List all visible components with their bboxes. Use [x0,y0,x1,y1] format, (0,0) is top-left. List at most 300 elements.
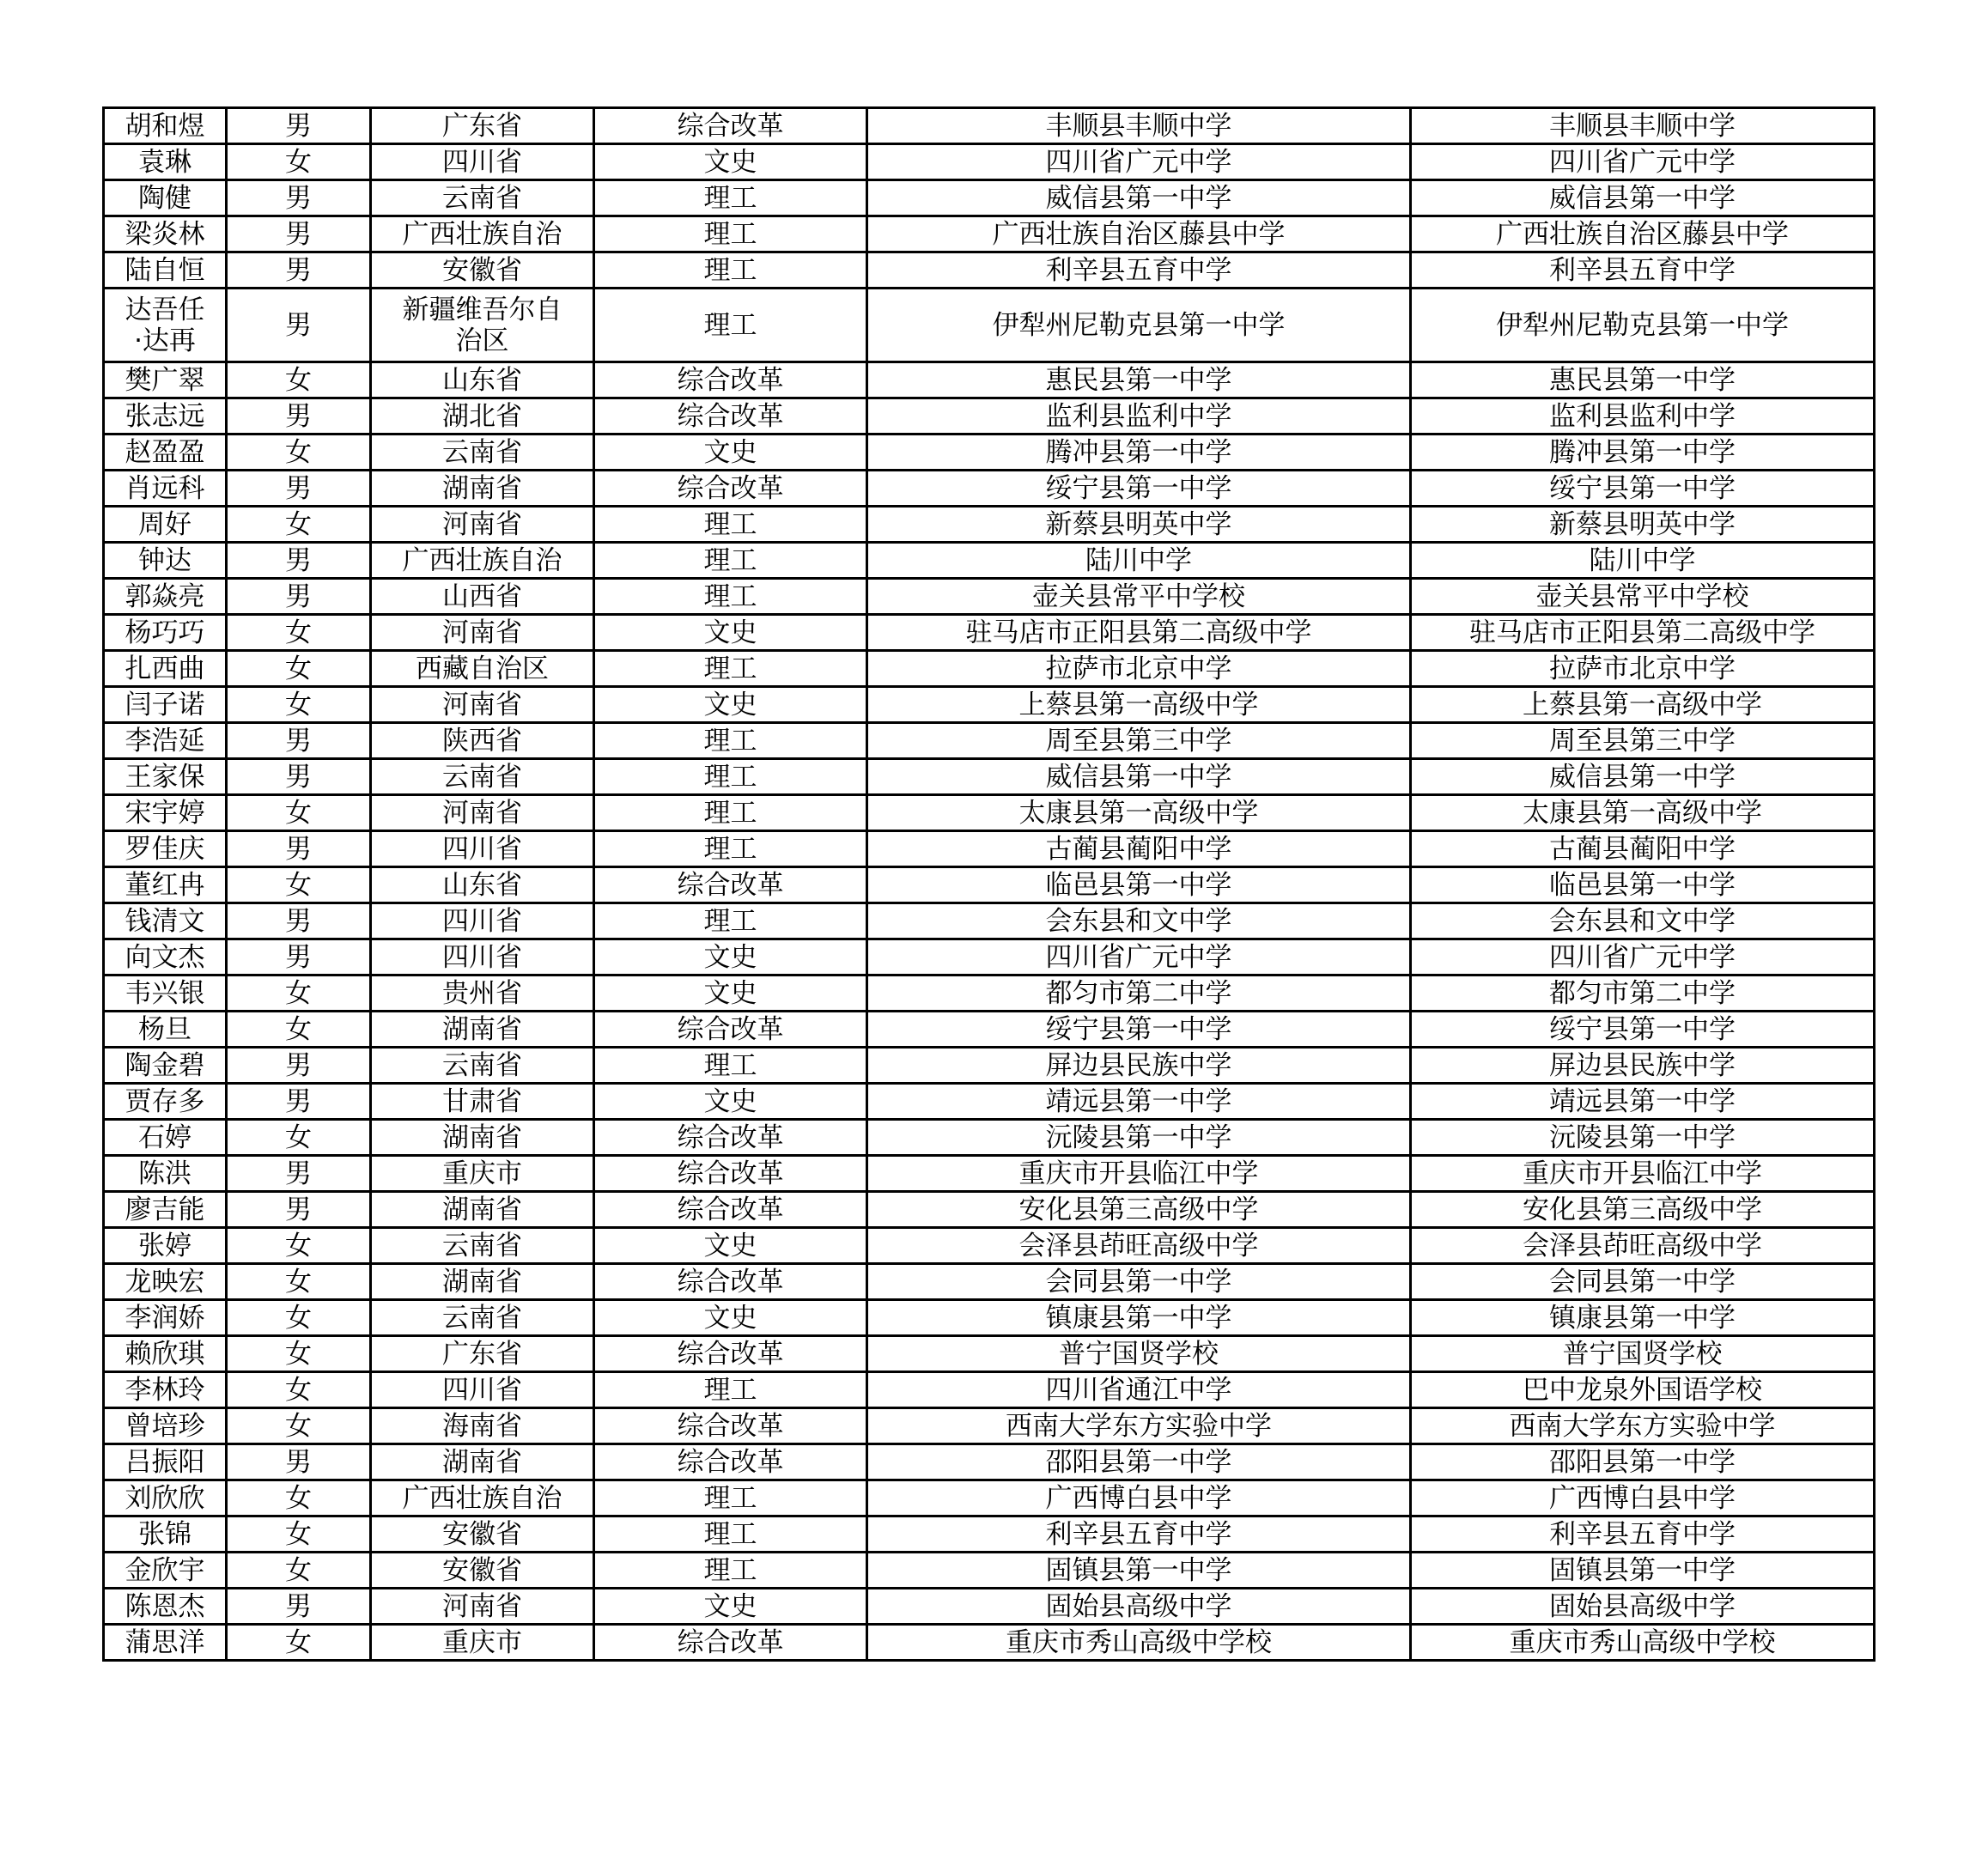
cell-text: 安化县第三高级中学 [1523,1194,1762,1225]
student-table [102,106,1876,1662]
cell-text: 蒲思洋 [125,1626,205,1658]
school-cell-2 [1411,507,1875,543]
cell-text: 太康县第一高级中学 [1018,797,1259,829]
name-cell [104,1084,227,1120]
cell-text: 男 [285,761,312,793]
school-cell [867,759,1411,795]
cell-text: 综合改革 [677,1626,784,1658]
table-row [104,1480,1875,1516]
cell-text: 女 [285,1410,312,1442]
school-cell-2 [1411,1589,1875,1625]
name-cell [104,1156,227,1192]
name-cell [104,579,227,615]
province-cell [371,398,594,435]
cell-text: 新蔡县明英中学 [1549,508,1736,540]
category-cell [594,471,867,507]
province-cell [371,471,594,507]
school-cell [867,1408,1411,1444]
cell-text: 女 [285,364,312,396]
cell-text: 张锦 [138,1518,192,1550]
province-cell [371,687,594,723]
table-row [104,435,1875,471]
cell-text: 陈洪 [138,1158,192,1189]
table-row [104,543,1875,579]
cell-text: 综合改革 [677,400,784,432]
cell-text: 威信县第一中学 [1549,182,1736,214]
cell-text: 四川省通江中学 [1045,1374,1232,1406]
cell-text: 重庆市 [442,1158,522,1189]
cell-text: 临邑县第一中学 [1045,869,1232,901]
table-row [104,651,1875,687]
cell-text: 肖远科 [125,472,205,504]
cell-text: 王家保 [125,761,205,793]
table-row [104,795,1875,831]
table-row [104,1372,1875,1408]
school-cell [867,507,1411,543]
gender-cell [227,1516,371,1553]
table-row [104,216,1875,252]
cell-text: 袁琳 [138,146,192,178]
cell-text: 壶关县常平中学校 [1032,580,1245,612]
province-cell [371,1264,594,1300]
category-cell [594,903,867,939]
cell-text: 赵盈盈 [125,436,205,468]
cell-text: 会同县第一中学 [1045,1266,1232,1298]
cell-text: 四川省广元中学 [1549,146,1736,178]
table-row [104,759,1875,795]
cell-text: 男 [285,833,312,865]
cell-text: 文史 [703,617,757,648]
cell-text: 男 [285,941,312,973]
cell-text: 巴中龙泉外国语学校 [1523,1374,1762,1406]
cell-text: 理工 [703,833,757,865]
cell-text: 女 [285,1013,312,1045]
school-cell [867,1120,1411,1156]
cell-text: 郭焱亮 [125,580,205,612]
cell-text: 威信县第一中学 [1045,182,1232,214]
province-cell [371,1084,594,1120]
name-cell [104,976,227,1012]
cell-text: 利辛县五育中学 [1045,254,1232,286]
category-cell [594,1228,867,1264]
table-row [104,1553,1875,1589]
cell-text: 理工 [703,725,757,757]
category-cell [594,651,867,687]
cell-text: 上蔡县第一高级中学 [1018,689,1259,720]
cell-text: 文史 [703,977,757,1009]
school-cell-2 [1411,252,1875,289]
cell-text: 女 [285,1266,312,1298]
cell-text: 男 [285,472,312,504]
cell-text: 理工 [703,580,757,612]
cell-text: 董红冉 [125,869,205,901]
cell-text: 山东省 [442,364,522,396]
category-cell [594,1336,867,1372]
cell-text: ·达再 [134,325,196,356]
cell-text: 韦兴银 [125,977,205,1009]
school-cell-2 [1411,216,1875,252]
gender-cell [227,1336,371,1372]
school-cell-2 [1411,759,1875,795]
category-cell [594,435,867,471]
cell-text: 广西博白县中学 [1045,1482,1232,1514]
name-cell [104,108,227,144]
category-cell [594,687,867,723]
school-cell [867,471,1411,507]
cell-text: 镇康县第一中学 [1549,1302,1736,1334]
gender-cell [227,1553,371,1589]
table-row [104,1408,1875,1444]
gender-cell [227,1192,371,1228]
name-cell [104,651,227,687]
school-cell-2 [1411,1516,1875,1553]
cell-text: 重庆市开县临江中学 [1523,1158,1762,1189]
category-cell [594,1444,867,1480]
school-cell-2 [1411,976,1875,1012]
school-cell [867,795,1411,831]
school-cell-2 [1411,1084,1875,1120]
cell-text: 会同县第一中学 [1549,1266,1736,1298]
table-row [104,144,1875,180]
category-cell [594,795,867,831]
cell-text: 会东县和文中学 [1045,905,1232,937]
school-cell [867,435,1411,471]
cell-text: 理工 [703,309,757,341]
school-cell-2 [1411,1228,1875,1264]
name-cell [104,1589,227,1625]
cell-text: 钱清文 [125,905,205,937]
name-cell [104,759,227,795]
category-cell [594,1012,867,1048]
cell-text: 监利县监利中学 [1045,400,1232,432]
school-cell [867,651,1411,687]
cell-text: 女 [285,1482,312,1514]
cell-text: 湖南省 [442,1266,522,1298]
school-cell-2 [1411,579,1875,615]
name-cell [104,1048,227,1084]
cell-text: 西南大学东方实验中学 [1006,1410,1272,1442]
cell-text: 女 [285,1374,312,1406]
cell-text: 男 [285,1085,312,1117]
school-cell [867,1300,1411,1336]
name-cell [104,1625,227,1661]
school-cell-2 [1411,180,1875,216]
table-row [104,903,1875,939]
cell-text: 理工 [703,218,757,250]
gender-cell [227,1156,371,1192]
school-cell [867,579,1411,615]
school-cell [867,1156,1411,1192]
cell-text: 陆川中学 [1085,544,1192,576]
gender-cell [227,1048,371,1084]
cell-text: 沅陵县第一中学 [1549,1121,1736,1153]
cell-text: 扎西曲 [125,653,205,684]
table-row [104,1336,1875,1372]
gender-cell [227,435,371,471]
province-cell [371,867,594,903]
province-cell [371,1553,594,1589]
cell-text: 综合改革 [677,1013,784,1045]
cell-text: 女 [285,977,312,1009]
school-cell-2 [1411,903,1875,939]
cell-text: 威信县第一中学 [1045,761,1232,793]
province-cell [371,1300,594,1336]
cell-text: 女 [285,1302,312,1334]
gender-cell [227,471,371,507]
school-cell [867,1264,1411,1300]
cell-text: 普宁国贤学校 [1562,1338,1723,1370]
cell-text: 河南省 [442,1590,522,1622]
cell-text: 吕振阳 [125,1446,205,1478]
cell-text: 女 [285,508,312,540]
table-row [104,976,1875,1012]
school-cell [867,1480,1411,1516]
cell-text: 理工 [703,508,757,540]
cell-text: 广西壮族自治 [402,544,562,576]
cell-text: 男 [285,1049,312,1081]
cell-text: 杨巧巧 [125,617,205,648]
gender-cell [227,1480,371,1516]
school-cell [867,1336,1411,1372]
cell-text: 女 [285,1338,312,1370]
table-row [104,507,1875,543]
school-cell-2 [1411,1372,1875,1408]
gender-cell [227,1120,371,1156]
cell-text: 综合改革 [677,472,784,504]
name-cell [104,831,227,867]
province-cell [371,1372,594,1408]
category-cell [594,180,867,216]
school-cell [867,252,1411,289]
category-cell [594,867,867,903]
province-cell [371,1156,594,1192]
cell-text: 女 [285,1230,312,1261]
school-cell-2 [1411,289,1875,362]
category-cell [594,1625,867,1661]
cell-text: 周至县第三中学 [1045,725,1232,757]
cell-text: 理工 [703,1554,757,1586]
name-cell [104,1480,227,1516]
cell-text: 张婷 [138,1230,192,1261]
cell-text: 理工 [703,761,757,793]
cell-text: 广西壮族自治区藤县中学 [1496,218,1789,250]
cell-text: 绥宁县第一中学 [1045,472,1232,504]
gender-cell [227,1408,371,1444]
cell-text: 广西博白县中学 [1549,1482,1736,1514]
category-cell [594,252,867,289]
cell-text: 河南省 [442,617,522,648]
school-cell [867,1084,1411,1120]
school-cell-2 [1411,398,1875,435]
cell-text: 曾培珍 [125,1410,205,1442]
cell-text: 李浩延 [125,725,205,757]
gender-cell [227,1589,371,1625]
cell-text: 云南省 [442,1302,522,1334]
cell-text: 湖南省 [442,1121,522,1153]
cell-text: 陕西省 [442,725,522,757]
table-row [104,1625,1875,1661]
cell-text: 湖南省 [442,1013,522,1045]
cell-text: 宋宇婷 [125,797,205,829]
cell-text: 广东省 [442,1338,522,1370]
cell-text: 男 [285,1446,312,1478]
gender-cell [227,362,371,398]
school-cell [867,216,1411,252]
cell-text: 樊广翠 [125,364,205,396]
gender-cell [227,289,371,362]
cell-text: 西藏自治区 [416,653,549,684]
province-cell [371,507,594,543]
gender-cell [227,180,371,216]
cell-text: 女 [285,1626,312,1658]
cell-text: 屏边县民族中学 [1549,1049,1736,1081]
school-cell [867,362,1411,398]
cell-text: 陶金碧 [125,1049,205,1081]
cell-text: 广西壮族自治 [402,1482,562,1514]
cell-text: 贵州省 [442,977,522,1009]
cell-text: 靖远县第一中学 [1549,1085,1736,1117]
cell-text: 闫子诺 [125,689,205,720]
school-cell-2 [1411,867,1875,903]
cell-text: 固始县高级中学 [1045,1590,1232,1622]
cell-text: 固镇县第一中学 [1045,1554,1232,1586]
school-cell-2 [1411,1300,1875,1336]
school-cell-2 [1411,1408,1875,1444]
cell-text: 古蔺县蔺阳中学 [1549,833,1736,865]
table-row [104,939,1875,976]
name-cell [104,1228,227,1264]
cell-text: 河南省 [442,797,522,829]
cell-text: 伊犁州尼勒克县第一中学 [992,309,1286,341]
school-cell-2 [1411,435,1875,471]
cell-text: 利辛县五育中学 [1549,1518,1736,1550]
province-cell [371,362,594,398]
school-cell-2 [1411,795,1875,831]
category-cell [594,1589,867,1625]
province-cell [371,795,594,831]
category-cell [594,543,867,579]
cell-text: 靖远县第一中学 [1045,1085,1232,1117]
cell-text: 屏边县民族中学 [1045,1049,1232,1081]
gender-cell [227,795,371,831]
cell-text: 腾冲县第一中学 [1549,436,1736,468]
cell-text: 重庆市秀山高级中学校 [1006,1626,1272,1658]
cell-text: 文史 [703,1302,757,1334]
cell-text: 海南省 [442,1410,522,1442]
cell-text: 理工 [703,1374,757,1406]
province-cell [371,1589,594,1625]
cell-text: 男 [285,400,312,432]
province-cell [371,1408,594,1444]
cell-text: 女 [285,1518,312,1550]
name-cell [104,1012,227,1048]
cell-text: 邵阳县第一中学 [1549,1446,1736,1478]
cell-text: 镇康县第一中学 [1045,1302,1232,1334]
gender-cell [227,687,371,723]
cell-text: 腾冲县第一中学 [1045,436,1232,468]
gender-cell [227,579,371,615]
cell-text: 贾存多 [125,1085,205,1117]
cell-text: 女 [285,1554,312,1586]
cell-text: 惠民县第一中学 [1045,364,1232,396]
cell-text: 河南省 [442,689,522,720]
name-cell [104,398,227,435]
name-cell [104,1516,227,1553]
cell-text: 新疆维吾尔自 [402,294,562,325]
cell-text: 绥宁县第一中学 [1549,1013,1736,1045]
school-cell [867,289,1411,362]
gender-cell [227,507,371,543]
cell-text: 上蔡县第一高级中学 [1523,689,1762,720]
cell-text: 固镇县第一中学 [1549,1554,1736,1586]
gender-cell [227,398,371,435]
province-cell [371,252,594,289]
province-cell [371,1228,594,1264]
cell-text: 湖北省 [442,400,522,432]
cell-text: 重庆市 [442,1626,522,1658]
province-cell [371,180,594,216]
province-cell [371,108,594,144]
table-row [104,579,1875,615]
cell-text: 甘肃省 [442,1085,522,1117]
name-cell [104,1336,227,1372]
category-cell [594,723,867,759]
school-cell [867,1048,1411,1084]
name-cell [104,1264,227,1300]
name-cell [104,723,227,759]
cell-text: 文史 [703,941,757,973]
name-cell [104,252,227,289]
cell-text: 综合改革 [677,1194,784,1225]
name-cell [104,1408,227,1444]
school-cell [867,543,1411,579]
cell-text: 理工 [703,544,757,576]
cell-text: 四川省 [442,146,522,178]
cell-text: 山东省 [442,869,522,901]
name-cell [104,1192,227,1228]
category-cell [594,831,867,867]
school-cell [867,1553,1411,1589]
cell-text: 向文杰 [125,941,205,973]
cell-text: 四川省 [442,833,522,865]
cell-text: 男 [285,254,312,286]
school-cell-2 [1411,144,1875,180]
name-cell [104,1372,227,1408]
cell-text: 云南省 [442,182,522,214]
cell-text: 沅陵县第一中学 [1045,1121,1232,1153]
category-cell [594,1120,867,1156]
school-cell [867,1012,1411,1048]
school-cell-2 [1411,1625,1875,1661]
cell-text: 陆川中学 [1589,544,1696,576]
school-cell-2 [1411,1192,1875,1228]
school-cell [867,1372,1411,1408]
school-cell-2 [1411,543,1875,579]
cell-text: 山西省 [442,580,522,612]
school-cell [867,1516,1411,1553]
cell-text: 石婷 [138,1121,192,1153]
cell-text: 安徽省 [442,254,522,286]
cell-text: 理工 [703,254,757,286]
name-cell [104,144,227,180]
cell-text: 云南省 [442,761,522,793]
category-cell [594,398,867,435]
table-row [104,831,1875,867]
cell-text: 会东县和文中学 [1549,905,1736,937]
table-row [104,1516,1875,1553]
gender-cell [227,1372,371,1408]
school-cell-2 [1411,651,1875,687]
